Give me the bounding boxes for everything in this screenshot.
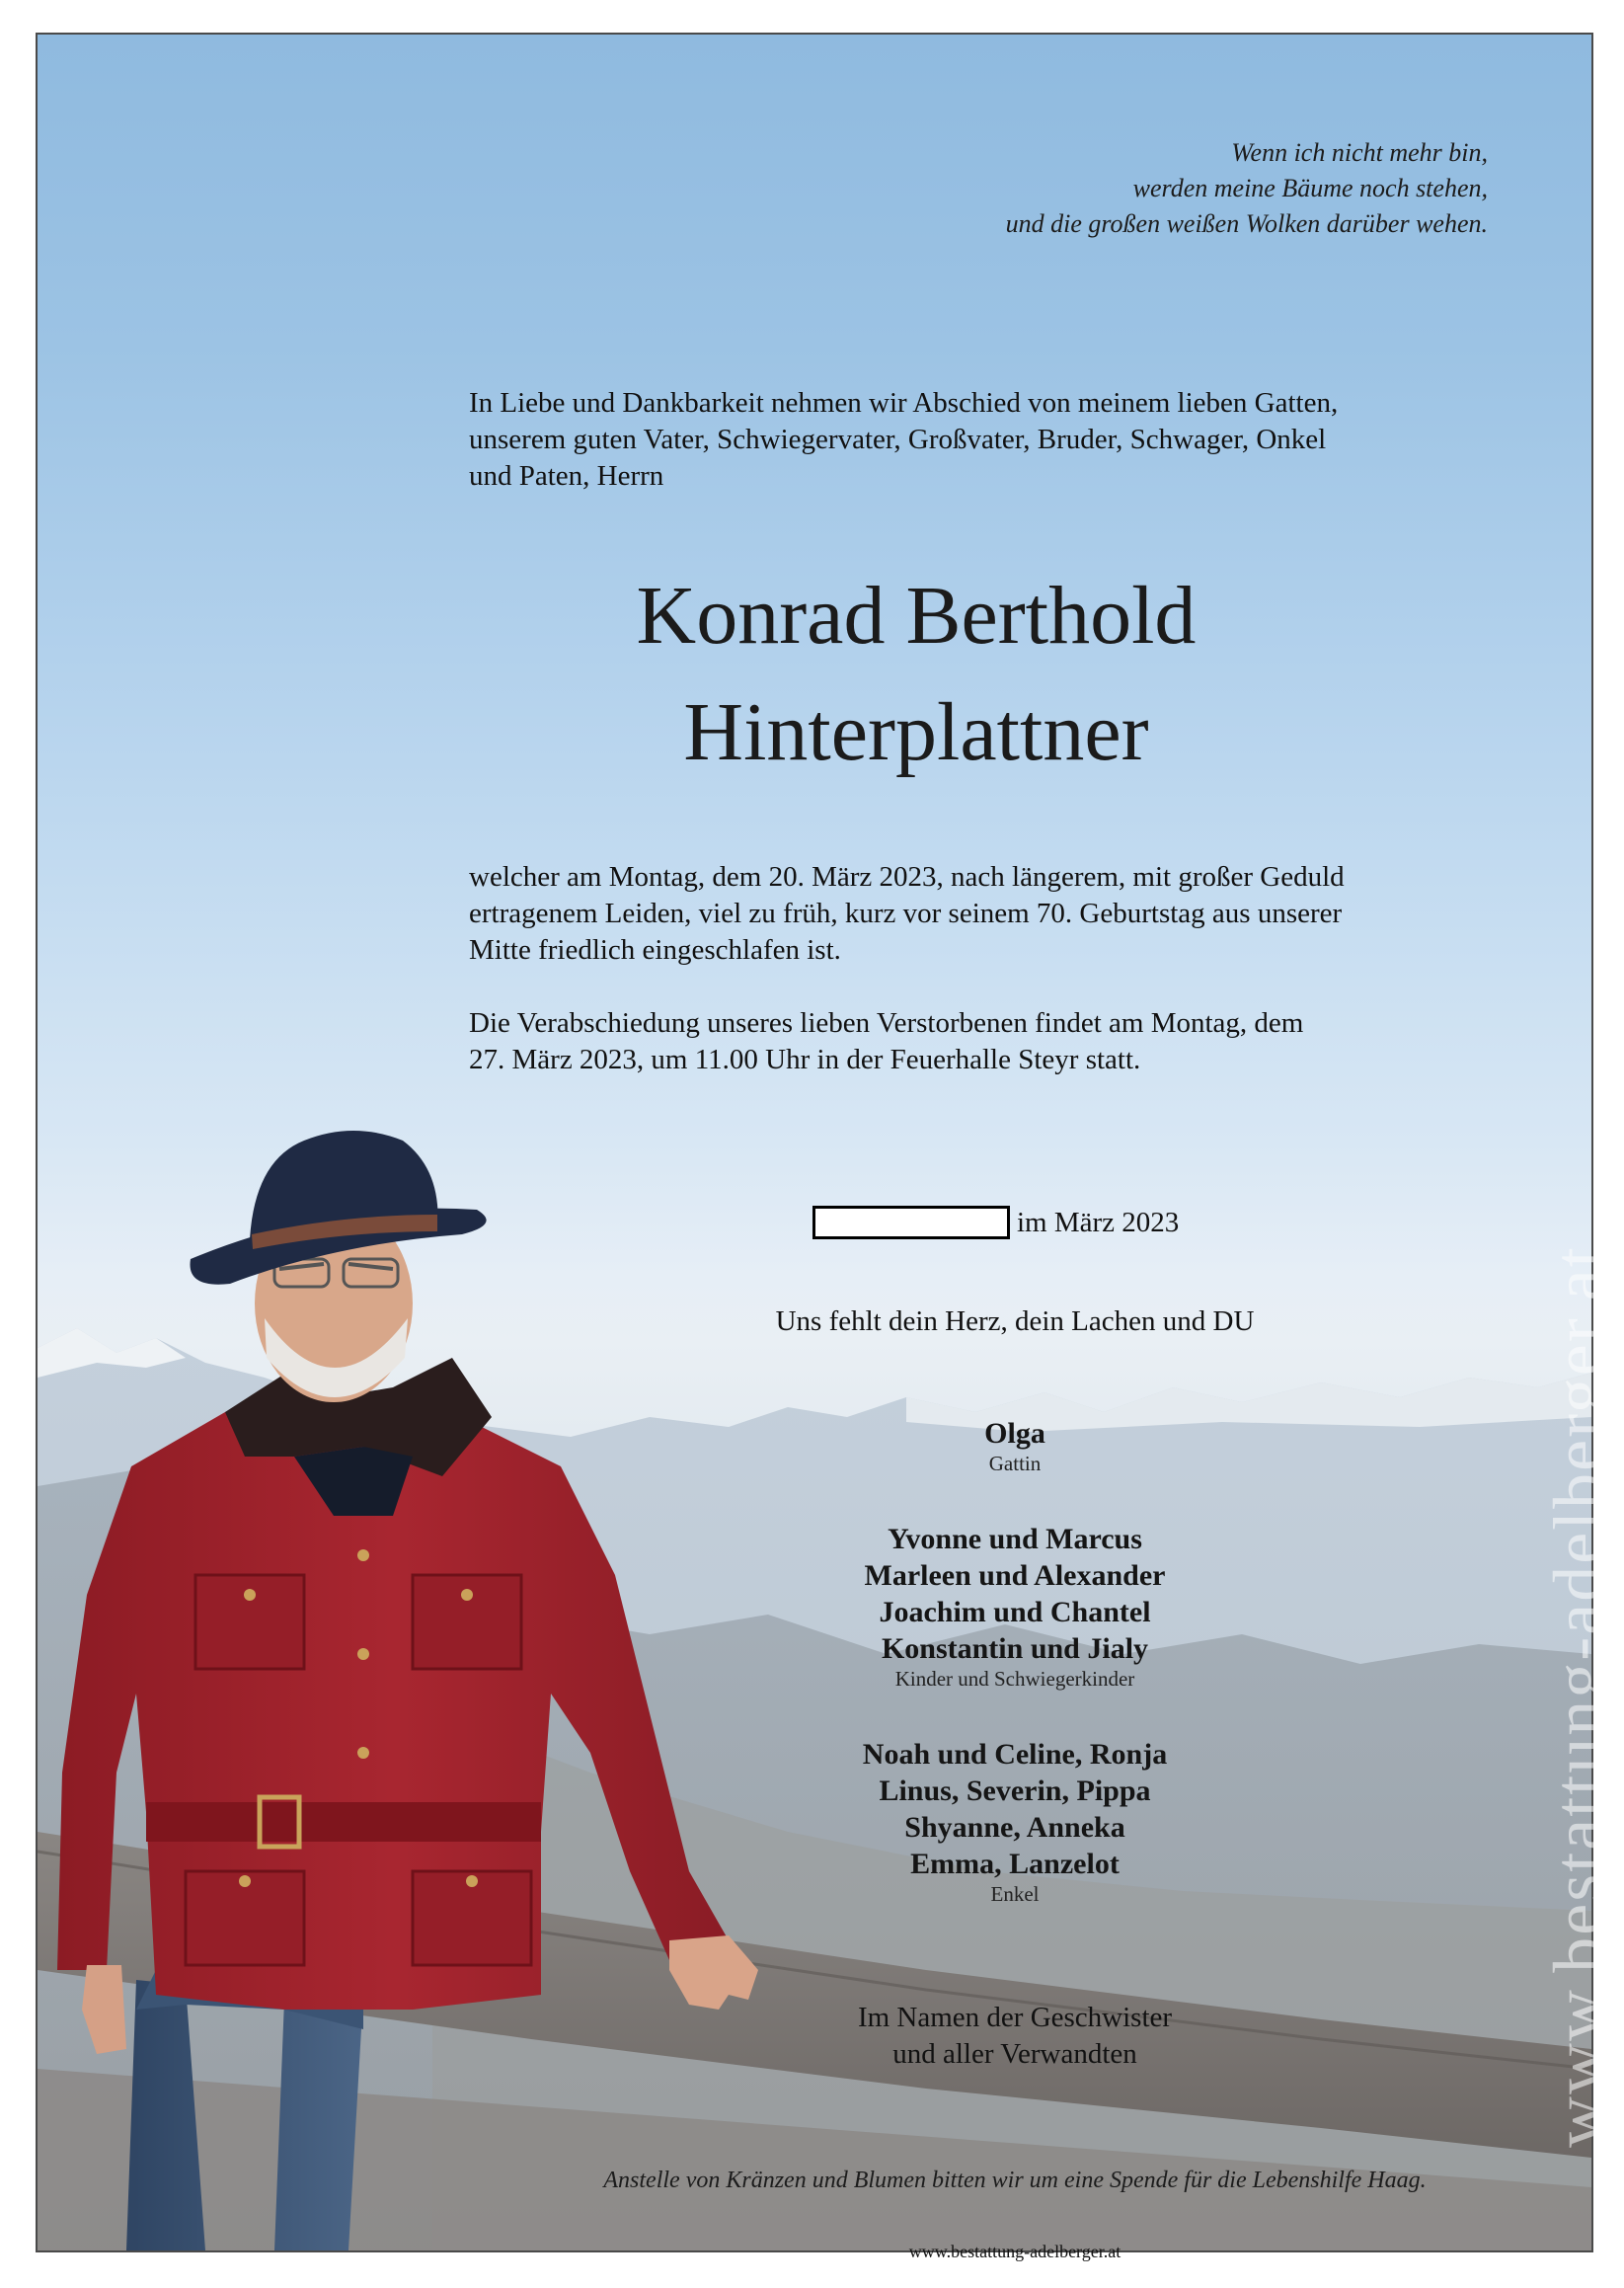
closing-line: und aller Verwandten [892, 2038, 1137, 2070]
donation-note: Anstelle von Kränzen und Blumen bitten wir um eine Spende für die Lebenshilfe Haag. [603, 2168, 1427, 2193]
website-link[interactable]: www.bestattung-adelberger.at [908, 2242, 1121, 2261]
tribute-line: Uns fehlt dein Herz, dein Lachen und DU [775, 1305, 1255, 1337]
intro-line: und Paten, Herrn [469, 460, 664, 492]
grandchildren-role: Enkel [990, 1882, 1040, 1906]
closing-line: Im Namen der Geschwister [857, 2002, 1173, 2033]
spouse-role: Gattin [988, 1452, 1042, 1475]
redacted-place [812, 1206, 1010, 1239]
intro-text [469, 385, 1338, 495]
child-couple: Marleen und Alexander [864, 1559, 1166, 1592]
death-notice [469, 859, 1345, 969]
farewell-line: 27. März 2023, um 11.00 Uhr in der Feuerhalle Steyr statt. [469, 1044, 1141, 1075]
intro-line: In Liebe und Dankbarkeit nehmen wir Abschied von meinem lieben Gatten, [469, 387, 1339, 419]
memorial-photo [38, 35, 1591, 2250]
death-notice-line: ertragenem Leiden, viel zu früh, kurz vor seinem 70. Geburtstag aus unserer [469, 898, 1343, 929]
obituary-card [36, 33, 1618, 2261]
watermark: www.bestattung-adelberger.at [1539, 1245, 1618, 2148]
deceased-first-names: Konrad Berthold [636, 570, 1197, 662]
grandchildren-line: Shyanne, Anneka [904, 1811, 1125, 1844]
death-notice-line: welcher am Montag, dem 20. März 2023, nach längerem, mit großer Geduld [469, 861, 1345, 893]
grandchildren-line: Noah und Celine, Ronja [862, 1738, 1168, 1771]
grandchildren-line: Linus, Severin, Pippa [879, 1775, 1151, 1807]
motto-line: und die großen weißen Wolken darüber wehen. [1005, 209, 1488, 238]
spouse-name: Olga [984, 1417, 1045, 1450]
motto-line: werden meine Bäume noch stehen, [1132, 174, 1488, 202]
child-couple: Yvonne und Marcus [888, 1523, 1142, 1555]
farewell-line: Die Verabschiedung unseres lieben Verstorbenen findet am Montag, dem [469, 1007, 1304, 1039]
grandchildren-group [669, 1736, 1360, 1906]
motto-quote [1006, 135, 1488, 242]
farewell-notice [469, 1005, 1303, 1078]
closing-signature [669, 2000, 1360, 2073]
motto-line: Wenn ich nicht mehr bin, [1231, 138, 1488, 167]
deceased-surname: Hinterplattner [683, 686, 1149, 778]
children-group [669, 1521, 1360, 1691]
child-couple: Konstantin und Jialy [881, 1632, 1149, 1665]
intro-line: unserem guten Vater, Schwiegervater, Großvater, Bruder, Schwager, Onkel [469, 424, 1327, 455]
place-date: im März 2023 [1017, 1207, 1180, 1238]
child-couple: Joachim und Chantel [879, 1596, 1151, 1628]
grandchildren-line: Emma, Lanzelot [910, 1848, 1120, 1880]
children-role: Kinder und Schwiegerkinder [894, 1667, 1135, 1691]
jacket-belt [146, 1802, 541, 1842]
death-notice-line: Mitte friedlich eingeschlafen ist. [469, 934, 841, 966]
spouse-group [669, 1415, 1360, 1475]
